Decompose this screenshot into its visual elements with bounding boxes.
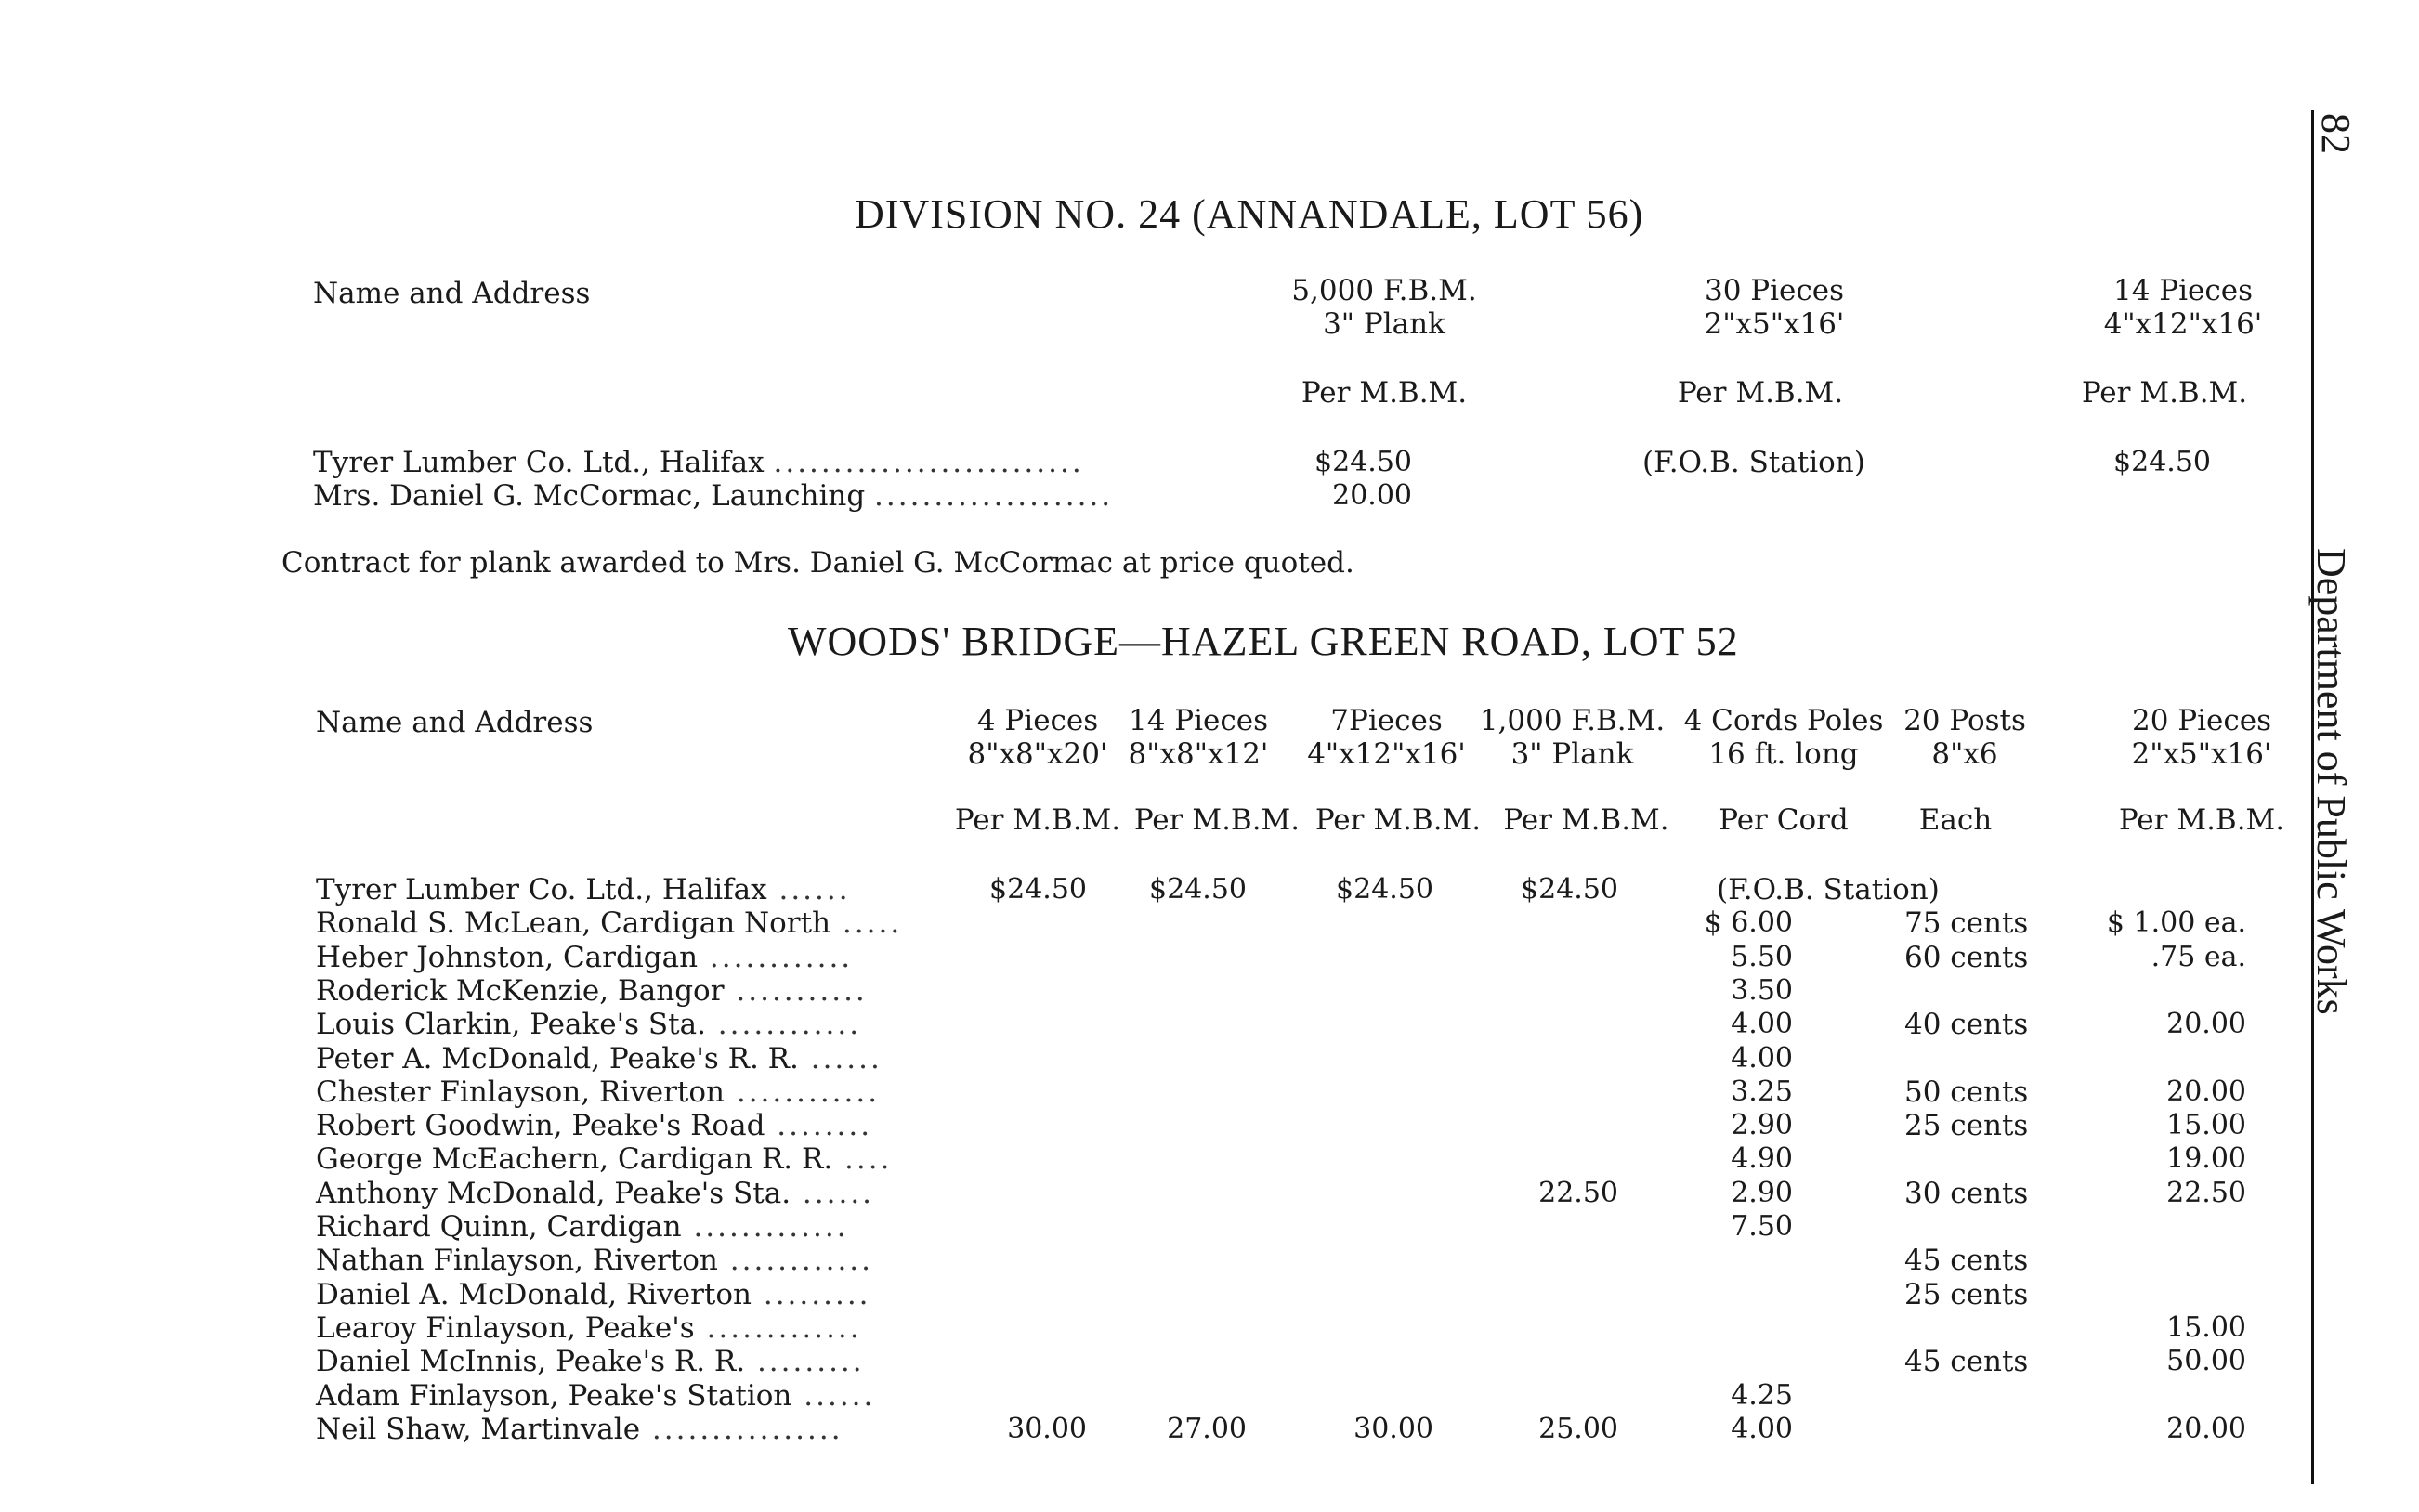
row-value: $24.50 bbox=[1314, 446, 1412, 478]
row-value-c1: $24.50 bbox=[989, 873, 1087, 906]
dot-leader: ......... bbox=[745, 1345, 865, 1378]
table-row bbox=[316, 1311, 862, 1345]
row-value-c7: 19.00 bbox=[2166, 1142, 2246, 1175]
row-value-c2: $24.50 bbox=[1149, 873, 1247, 906]
table-row bbox=[313, 479, 1113, 513]
dot-leader: ........... bbox=[724, 974, 868, 1008]
row-value-c1: 30.00 bbox=[1007, 1413, 1087, 1445]
table-row bbox=[316, 873, 851, 906]
row-value: $24.50 bbox=[2113, 446, 2211, 478]
row-name: Daniel A. McDonald, Riverton bbox=[316, 1278, 752, 1311]
row-value-c5: 4.00 bbox=[1731, 1008, 1793, 1040]
row-value-c7: 15.00 bbox=[2166, 1109, 2246, 1141]
row-name: Peter A. McDonald, Peake's R. R. bbox=[316, 1042, 799, 1075]
row-value-c5: $ 6.00 bbox=[1704, 906, 1793, 939]
row-value-c5: 3.50 bbox=[1731, 974, 1793, 1007]
row-name: Chester Finlayson, Riverton bbox=[316, 1075, 725, 1109]
row-value-c6: 60 cents bbox=[1904, 941, 2029, 974]
table-row bbox=[316, 906, 902, 940]
row-value-c6: 45 cents bbox=[1904, 1244, 2029, 1277]
dot-leader: ...... bbox=[798, 1042, 883, 1075]
col-line2: 3" Plank bbox=[1323, 307, 1445, 341]
dot-leader: ......... bbox=[751, 1278, 871, 1311]
row-value-c5: 4.90 bbox=[1731, 1142, 1793, 1175]
col-line1: 4 Pieces bbox=[976, 704, 1099, 737]
section2-col2-unit: Per M.B.M. bbox=[1133, 803, 1301, 837]
table-row bbox=[316, 1413, 843, 1446]
col-line2: 2"x5"x16' bbox=[1704, 307, 1845, 341]
col-line1: 5,000 F.B.M. bbox=[1291, 274, 1477, 307]
dot-leader: ............ bbox=[698, 941, 854, 974]
col-line1: 1,000 F.B.M. bbox=[1479, 704, 1666, 737]
col-line1: 14 Pieces bbox=[1128, 704, 1269, 737]
col-line1: 30 Pieces bbox=[1704, 274, 1845, 307]
row-value-c4: 22.50 bbox=[1538, 1177, 1618, 1209]
section2-col7-header bbox=[2081, 704, 2322, 771]
section2-col1-unit: Per M.B.M. bbox=[954, 803, 1121, 837]
col-line1: 7Pieces bbox=[1330, 704, 1443, 737]
row-name: Nathan Finlayson, Riverton bbox=[316, 1244, 718, 1277]
table-row bbox=[316, 1109, 872, 1142]
fob-note: (F.O.B. Station) bbox=[1717, 873, 1940, 906]
table-row bbox=[316, 1278, 871, 1311]
row-name: Ronald S. McLean, Cardigan North bbox=[316, 906, 831, 940]
dot-leader: ...... bbox=[766, 873, 851, 906]
row-value-c6: 40 cents bbox=[1904, 1008, 2029, 1041]
row-value-c6: 30 cents bbox=[1904, 1177, 2029, 1210]
row-value-c7: 15.00 bbox=[2166, 1311, 2246, 1344]
section2-col6-header bbox=[1895, 704, 2034, 771]
table-row bbox=[316, 1345, 865, 1378]
section1-col3-unit: Per M.B.M. bbox=[2081, 376, 2248, 410]
table-row bbox=[316, 1008, 861, 1041]
row-value-c2: 27.00 bbox=[1167, 1413, 1247, 1445]
dot-leader: ............. bbox=[681, 1210, 849, 1244]
section2-col4-unit: Per M.B.M. bbox=[1503, 803, 1669, 837]
row-value-c3: $24.50 bbox=[1336, 873, 1433, 906]
section2-col3-unit: Per M.B.M. bbox=[1314, 803, 1482, 837]
row-name: Tyrer Lumber Co. Ltd., Halifax bbox=[316, 873, 767, 906]
table-row bbox=[316, 1244, 873, 1277]
row-value-c5: 4.00 bbox=[1731, 1042, 1793, 1075]
section2-col1-header bbox=[948, 704, 1128, 771]
col-line2: 8"x8"x20' bbox=[967, 737, 1108, 771]
table-row bbox=[316, 974, 868, 1008]
dot-leader: .... bbox=[832, 1142, 893, 1176]
table-row bbox=[316, 1177, 874, 1210]
row-name: George McEachern, Cardigan R. R. bbox=[316, 1142, 833, 1176]
row-value-c5: 4.25 bbox=[1731, 1379, 1793, 1412]
row-name: Heber Johnston, Cardigan bbox=[316, 941, 699, 974]
col-line2: 2"x5"x16' bbox=[2131, 737, 2272, 771]
section2-col6-unit: Each bbox=[1918, 803, 1993, 837]
section2-col4-header bbox=[1477, 704, 1667, 771]
table-row bbox=[316, 1210, 849, 1244]
col-line2: 4"x12"x16' bbox=[1307, 737, 1466, 771]
row-value: 20.00 bbox=[1332, 479, 1412, 512]
section2-col5-header bbox=[1672, 704, 1895, 771]
dot-leader: ................ bbox=[640, 1413, 843, 1446]
row-value-c6: 50 cents bbox=[1904, 1075, 2029, 1109]
row-value-c6: 75 cents bbox=[1904, 906, 2029, 940]
page-number: 82 bbox=[2313, 113, 2359, 154]
dot-leader: ............ bbox=[724, 1075, 881, 1109]
row-name: Tyrer Lumber Co. Ltd., Halifax bbox=[313, 446, 765, 479]
row-name: Richard Quinn, Cardigan bbox=[316, 1210, 682, 1244]
row-value-c5: 3.25 bbox=[1731, 1075, 1793, 1108]
row-value-c4: 25.00 bbox=[1538, 1413, 1618, 1445]
row-value-c5: 7.50 bbox=[1731, 1210, 1793, 1243]
row-value-c7: $ 1.00 ea. bbox=[2106, 906, 2246, 939]
row-name: Mrs. Daniel G. McCormac, Launching bbox=[313, 479, 866, 513]
section2-name-header: Name and Address bbox=[316, 706, 594, 739]
col-line1: 14 Pieces bbox=[2112, 274, 2254, 307]
col-line1: 20 Pieces bbox=[2131, 704, 2272, 737]
table-row bbox=[316, 1042, 883, 1075]
dot-leader: ...... bbox=[791, 1379, 876, 1413]
section2-col2-header bbox=[1110, 704, 1287, 771]
row-value-c7: 22.50 bbox=[2166, 1177, 2246, 1209]
col-line2: 4"x12"x16' bbox=[2103, 307, 2263, 341]
row-value-c5: 4.00 bbox=[1731, 1413, 1793, 1445]
table-row bbox=[316, 1379, 875, 1413]
dot-leader: ...... bbox=[791, 1177, 875, 1210]
section2-title: WOODS' BRIDGE—HAZEL GREEN ROAD, LOT 52 bbox=[788, 619, 1739, 664]
row-value-c5: 2.90 bbox=[1731, 1109, 1793, 1141]
table-row bbox=[313, 446, 1084, 479]
row-name: Learoy Finlayson, Peake's bbox=[316, 1311, 695, 1345]
col-line2: 8"x6 bbox=[1931, 737, 1998, 771]
row-value-c3: 30.00 bbox=[1353, 1413, 1433, 1445]
row-value-c7: 50.00 bbox=[2166, 1345, 2246, 1377]
row-value-c7: 20.00 bbox=[2166, 1413, 2246, 1445]
row-value-c6: 25 cents bbox=[1904, 1278, 2029, 1311]
section1-col1-header bbox=[1245, 274, 1523, 341]
row-name: Roderick McKenzie, Bangor bbox=[316, 974, 725, 1008]
row-name: Neil Shaw, Martinvale bbox=[316, 1413, 641, 1446]
table-row bbox=[316, 1075, 880, 1109]
section1-col2-header bbox=[1635, 274, 1914, 341]
dot-leader: ............ bbox=[705, 1008, 862, 1041]
table-row bbox=[316, 1142, 892, 1176]
dot-leader: ........ bbox=[765, 1109, 873, 1142]
section1-note: Contract for plank awarded to Mrs. Daniel G. McCormac at price quoted. bbox=[281, 546, 1354, 580]
row-name: Adam Finlayson, Peake's Station bbox=[316, 1379, 792, 1413]
section1-col1-unit: Per M.B.M. bbox=[1301, 376, 1468, 410]
col-line1: 4 Cords Poles bbox=[1683, 704, 1884, 737]
row-value-c7: .75 ea. bbox=[2151, 941, 2246, 973]
section2-col7-unit: Per M.B.M. bbox=[2118, 803, 2285, 837]
section1-col2-unit: Per M.B.M. bbox=[1677, 376, 1844, 410]
dot-leader: ..... bbox=[830, 906, 903, 940]
row-value-c6: 45 cents bbox=[1904, 1345, 2029, 1378]
col-line2: 16 ft. long bbox=[1708, 737, 1859, 771]
section2-col5-unit: Per Cord bbox=[1719, 803, 1849, 837]
row-value-c4: $24.50 bbox=[1521, 873, 1618, 906]
row-value-c5: 5.50 bbox=[1731, 941, 1793, 973]
section1-title: DIVISION NO. 24 (ANNANDALE, LOT 56) bbox=[855, 191, 1644, 237]
dot-leader: .................... bbox=[874, 479, 1114, 513]
row-value-c7: 20.00 bbox=[2166, 1008, 2246, 1040]
row-value-c7: 20.00 bbox=[2166, 1075, 2246, 1108]
dot-leader: .......................... bbox=[773, 446, 1084, 479]
dot-leader: ............ bbox=[717, 1244, 874, 1277]
row-value-c5: 2.90 bbox=[1731, 1177, 1793, 1209]
dot-leader: ............. bbox=[694, 1311, 862, 1345]
row-name: Daniel McInnis, Peake's R. R. bbox=[316, 1345, 746, 1378]
section2-col3-header bbox=[1296, 704, 1477, 771]
section1-name-header: Name and Address bbox=[313, 277, 591, 310]
row-name: Louis Clarkin, Peake's Sta. bbox=[316, 1008, 706, 1041]
row-name: Anthony McDonald, Peake's Sta. bbox=[316, 1177, 791, 1210]
table-row bbox=[316, 941, 853, 974]
running-header: Department of Public Works bbox=[2308, 548, 2354, 1015]
col-line2: 3" Plank bbox=[1510, 737, 1634, 771]
row-value-c6: 25 cents bbox=[1904, 1109, 2029, 1142]
section1-col3-header bbox=[2044, 274, 2322, 341]
col-line1: 20 Posts bbox=[1903, 704, 2026, 737]
col-line2: 8"x8"x12' bbox=[1128, 737, 1269, 771]
row-value: (F.O.B. Station) bbox=[1642, 446, 1865, 479]
row-name: Robert Goodwin, Peake's Road bbox=[316, 1109, 765, 1142]
